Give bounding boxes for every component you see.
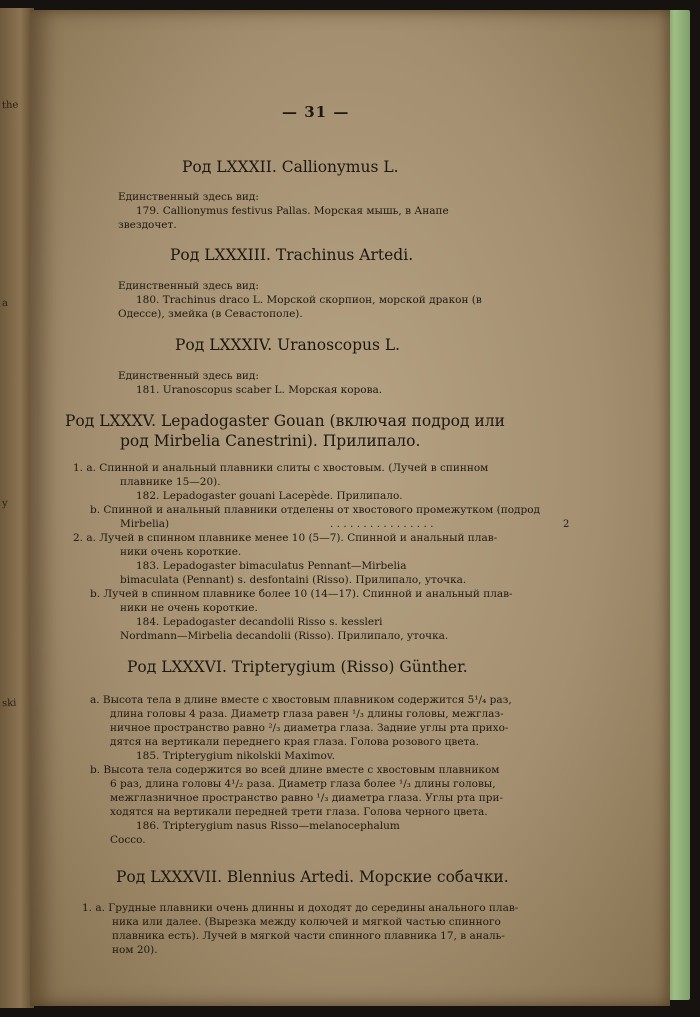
key-couplet-continued: ном 20). (112, 944, 158, 956)
key-couplet: 1. a. Спинной и анальный плавники слиты с хвостовым. (Лучей в спинном (73, 462, 489, 474)
key-couplet: 2. a. Лучей в спинном плавнике менее 10 (5—7). Спинной и анальный плав- (73, 532, 498, 544)
genus-heading: Род LXXXIV. Uranoscopus L. (175, 336, 401, 354)
key-couplet-continued: длина головы 4 раза. Диаметр глаза равен ¹/₃ длины головы, межглаз- (110, 708, 504, 720)
page-number: — 31 — (282, 103, 350, 121)
genus-heading: Род LXXXVII. Blennius Artedi. Морские собачки. (116, 868, 509, 886)
species-entry: 184. Lepadogaster decandolii Risso s. kessleri (136, 616, 383, 628)
genus-heading: Род LXXXII. Callionymus L. (182, 158, 399, 176)
key-couplet-continued: Mirbelia) (120, 518, 170, 530)
left-page-fragment: a (1, 297, 9, 310)
species-entry: 186. Tripterygium nasus Risso—melanocephalum (136, 820, 400, 832)
key-couplet-continued: дятся на вертикали переднего края глаза. Голова розового цвета. (110, 736, 479, 748)
key-couplet-continued: ходятся на вертикали передней трети глаза. Голова черного цвета. (110, 806, 488, 818)
left-page-fragment: ski (1, 697, 17, 710)
key-couplet: b. Лучей в спинном плавнике более 10 (14—17). Спинной и анальный плав- (90, 588, 513, 600)
genus-intro: Единственный здесь вид: (118, 280, 259, 292)
genus-heading: Род LXXXVI. Tripterygium (Risso) Günther. (127, 658, 468, 676)
key-couplet: 1. a. Грудные плавники очень длинны и доходят до середины анального плав- (82, 902, 519, 914)
species-entry-continued: Одессе), змейка (в Севастополе). (118, 308, 303, 320)
left-page-fragment: y (1, 497, 8, 510)
key-target-number: 2 (563, 519, 570, 530)
left-page-edge (0, 8, 34, 1008)
key-couplet-continued: ника или далее. (Вырезка между колючей и мягкой частью спинного (112, 916, 501, 928)
key-couplet-continued: ники очень короткие. (120, 546, 242, 558)
species-entry: 183. Lepadogaster bimaculatus Pennant—Mirbelia (136, 560, 407, 572)
species-entry: 181. Uranoscopus scaber L. Морская корова. (136, 384, 383, 396)
species-entry-continued: Cocco. (110, 834, 146, 846)
key-couplet-continued: ники не очень короткие. (120, 602, 258, 614)
key-couplet-continued: 6 раз, длина головы 4¹/₂ раза. Диаметр глаза более ¹/₃ длины головы, (110, 778, 496, 790)
genus-heading-continued: род Mirbelia Canestrini). Прилипало. (120, 432, 421, 450)
page-content (30, 10, 670, 1006)
species-entry: 180. Trachinus draco L. Морской скорпион, морской дракон (в (136, 294, 482, 306)
key-couplet: a. Высота тела в длине вместе с хвостовым плавником содержится 5¹/₄ раз, (90, 694, 512, 706)
key-couplet-continued: плавника есть). Лучей в мягкой части спинного плавника 17, в аналь- (112, 930, 505, 942)
key-couplet: b. Высота тела содержится во всей длине вместе с хвостовым плавником (90, 764, 500, 776)
genus-heading: Род LXXXV. Lepadogaster Gouan (включая подрод или (65, 412, 505, 430)
species-entry: 185. Tripterygium nikolskii Maximov. (136, 750, 335, 762)
species-entry-continued: bimaculata (Pennant) s. desfontaini (Risso). Прилипало, уточка. (120, 574, 467, 586)
book-page (30, 10, 670, 1006)
species-entry: 179. Callionymus festivus Pallas. Морская мышь, в Анапе (136, 205, 449, 217)
species-entry-continued: звездочет. (118, 219, 177, 231)
genus-intro: Единственный здесь вид: (118, 191, 259, 203)
species-entry: 182. Lepadogaster gouani Lacepède. Прилипало. (136, 490, 403, 502)
key-couplet-continued: межглазничное пространство равно ¹/₃ диаметра глаза. Углы рта при- (110, 792, 503, 804)
key-leader-dots: . . . . . . . . . . . . . . . . (330, 518, 434, 530)
key-couplet-continued: плавнике 15—20). (120, 476, 221, 488)
key-couplet: b. Спинной и анальный плавники отделены от хвостового промежутком (подрод (90, 504, 541, 516)
key-couplet-continued: ничное пространство равно ²/₃ диаметра глаза. Задние углы рта прихо- (110, 722, 509, 734)
genus-intro: Единственный здесь вид: (118, 370, 259, 382)
species-entry-continued: Nordmann—Mirbelia decandolii (Risso). Прилипало, уточка. (120, 630, 449, 642)
genus-heading: Род LXXXIII. Trachinus Artedi. (170, 246, 414, 264)
left-page-fragment: the (1, 99, 19, 112)
